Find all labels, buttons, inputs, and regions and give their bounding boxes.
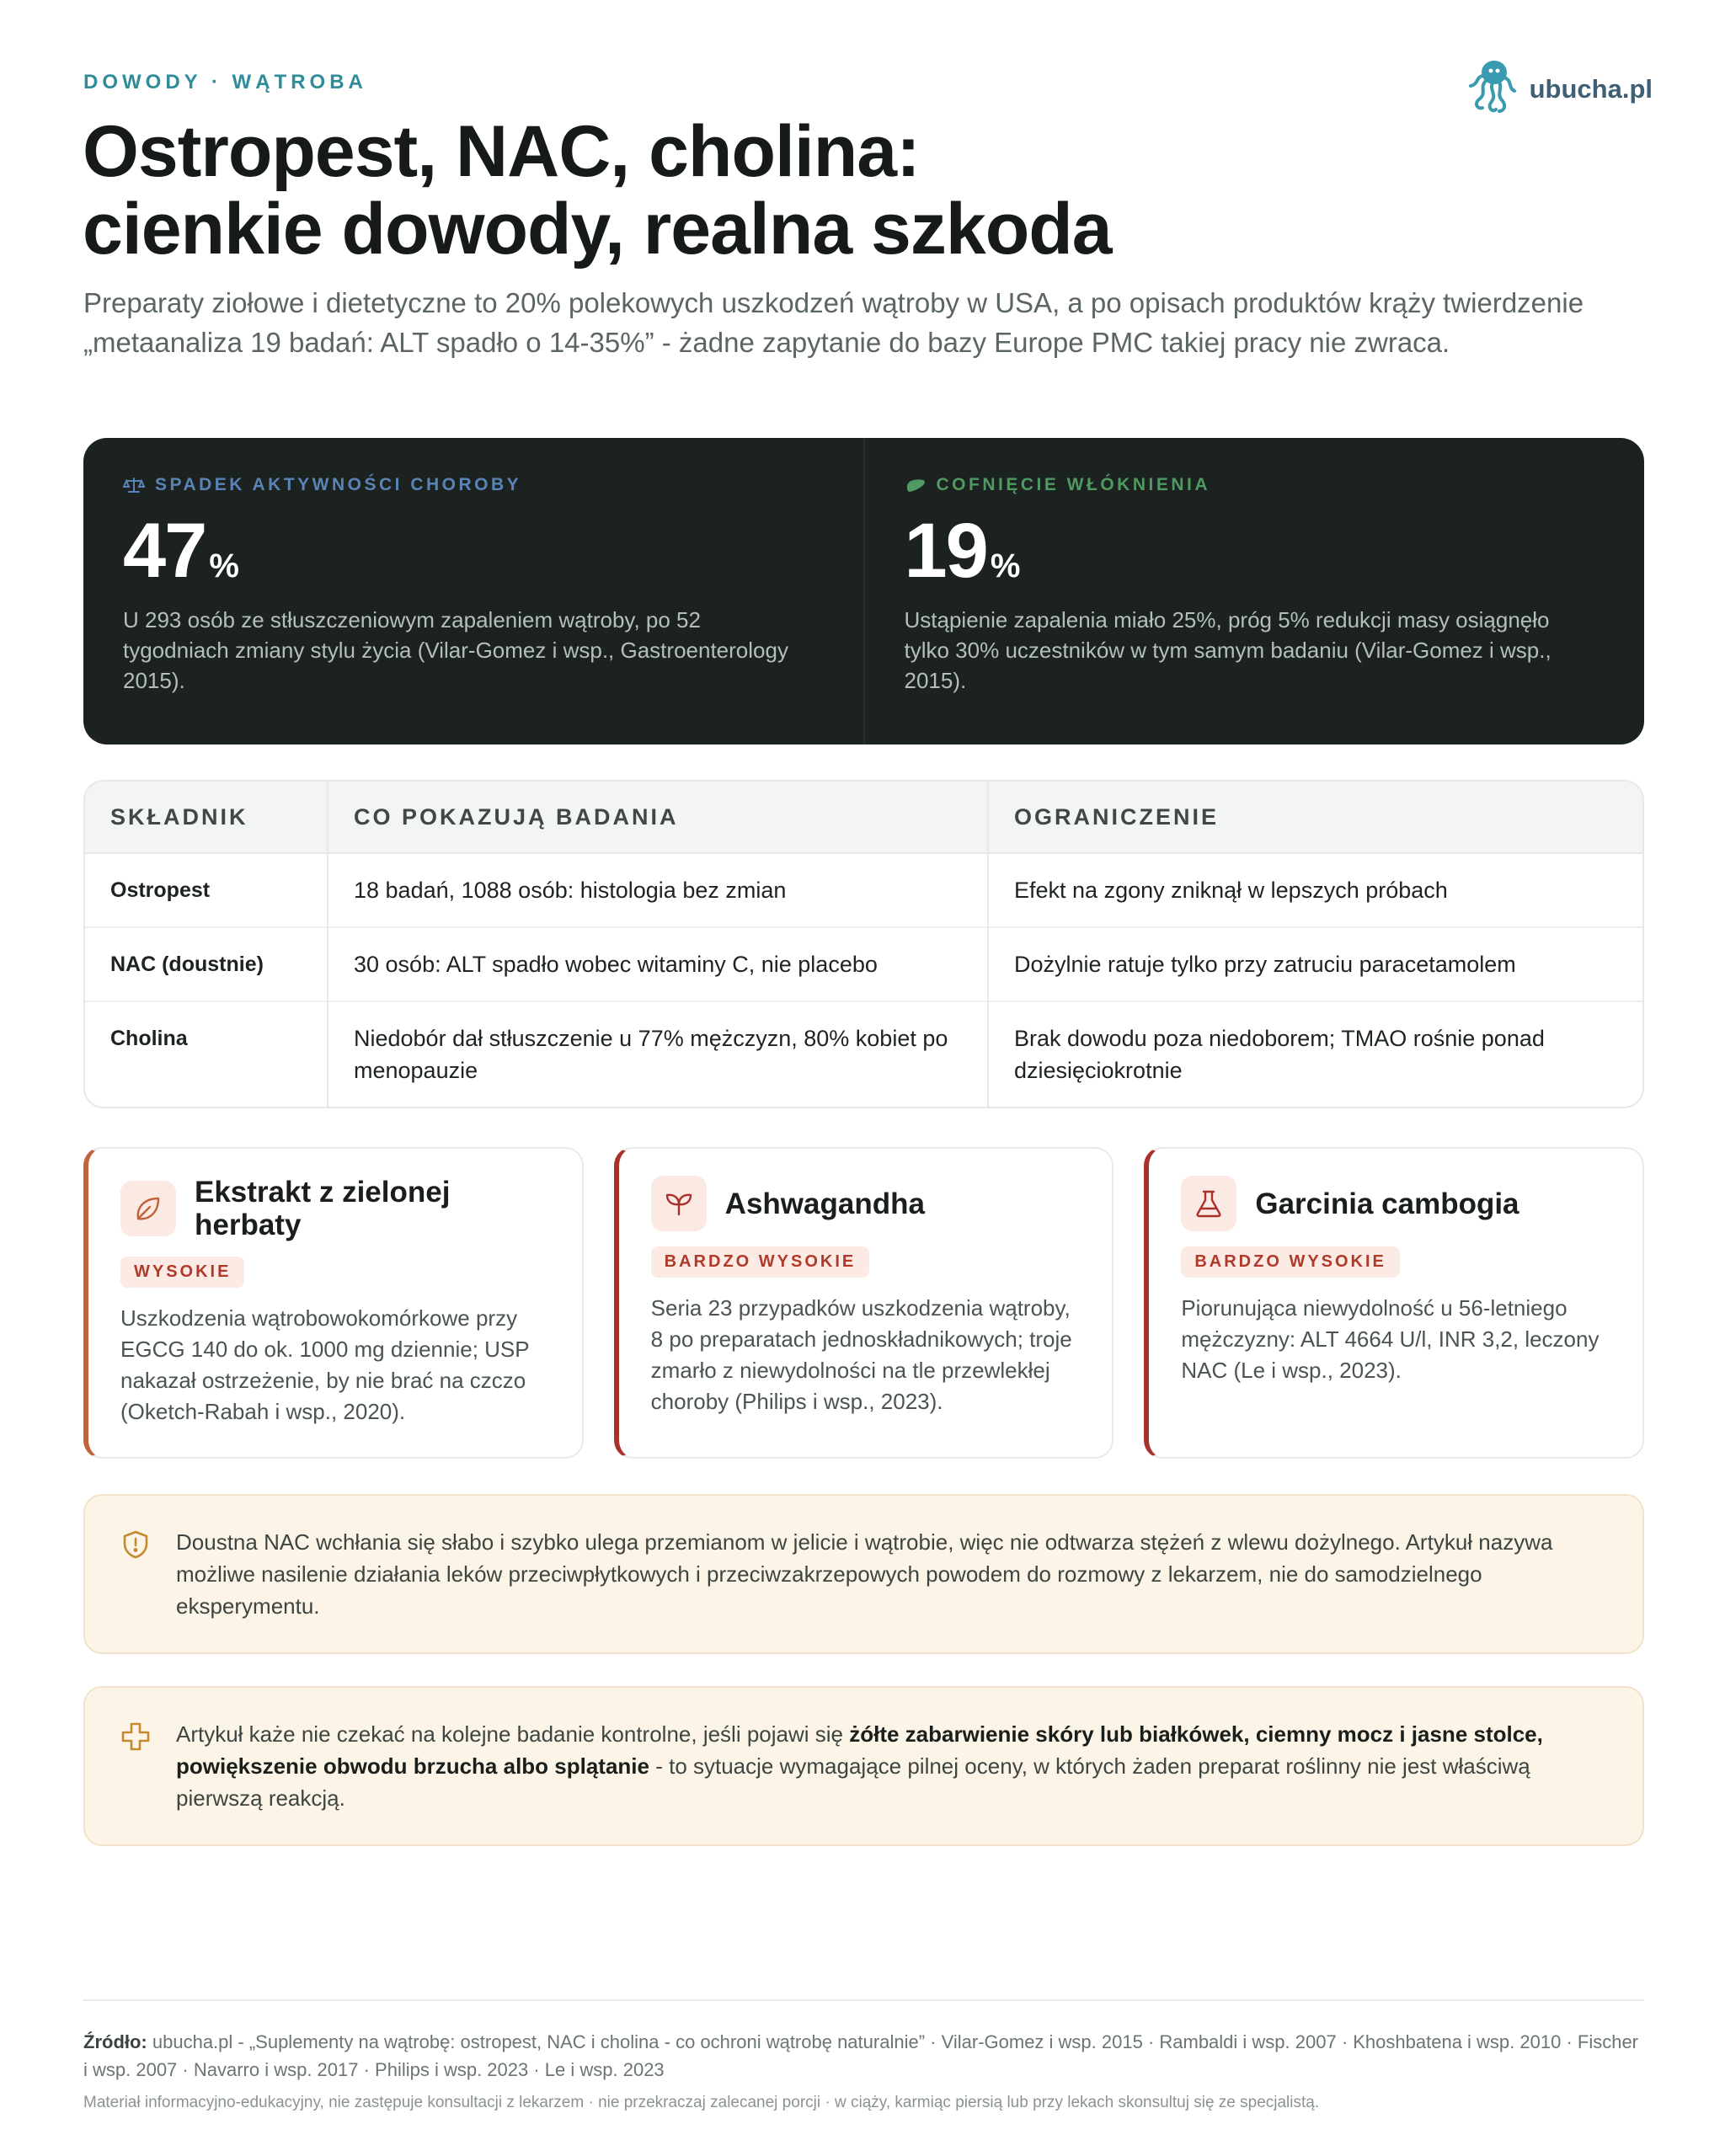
warning-symptoms: żółte zabarwienie skóry lub białkówek, ciemny mocz i jasne stolce, powiększenie obwodu brzucha albo splątanie: [176, 1721, 1543, 1779]
stat-unit: %: [209, 547, 239, 584]
stat-description: U 293 osób ze stłuszczeniowym zapaleniem wątroby, po 52 tygodniach zmiany stylu życia (Vilar-Gomez i wsp., Gastroenterology 2015).: [123, 607, 788, 693]
card-title: Ekstrakt z zielonej herbaty: [195, 1176, 451, 1241]
stat-description: Ustąpienie zapalenia miało 25%, próg 5% redukcji masy osiągnęło tylko 30% uczestników w tym samym badaniu (Vilar-Gomez i wsp., 2015).: [904, 607, 1551, 693]
card-header: [1181, 1176, 1612, 1231]
urgent-warning-note: [83, 1686, 1644, 1846]
footer-divider: [83, 1999, 1644, 2001]
ingredient-cell: Ostropest: [85, 854, 327, 928]
shield-alert-icon: [120, 1529, 151, 1560]
evidence-table: [83, 780, 1644, 1108]
column-header: CO POKAZUJĄ BADANIA: [327, 782, 987, 854]
risk-badge: WYSOKIE: [120, 1257, 244, 1288]
risk-card-garcinia: [1144, 1147, 1644, 1459]
sprout-icon: [651, 1176, 707, 1231]
brand-name: ubucha.pl: [1529, 74, 1653, 104]
lede-paragraph: Preparaty ziołowe i dietetyczne to 20% polekowych uszkodzeń wątroby w USA, a po opisach produktów krąży twierdzenie „metaanaliza 19 badań: ALT spadło o 14-35%” - żadne zapytanie do bazy Europe PMC takiej pracy nie zwraca.: [83, 287, 1584, 358]
limitation-cell: Brak dowodu poza niedoborem; TMAO rośnie ponad dziesięciokrotnie: [987, 1002, 1642, 1107]
disclaimer: Materiał informacyjno-edukacyjny, nie zastępuje konsultacji z lekarzem · nie przekraczaj zalecanej porcji · w ciąży, karmiąc piersią lub przy lekach skonsultuj się ze specjalistą.: [83, 2094, 1320, 2111]
limitation-cell: Dożylnie ratuje tylko przy zatruciu paracetamolem: [987, 928, 1642, 1002]
liver-icon: [905, 476, 927, 494]
card-description: Piorunująca niewydolność u 56-letniego mężczyzny: ALT 4664 U/l, INR 3,2, leczony NAC (Le i wsp., 2023).: [1181, 1295, 1599, 1383]
card-title: Garcinia cambogia: [1255, 1187, 1519, 1220]
stat-value: [123, 509, 824, 593]
title-line-2: cienkie dowody, realna szkoda: [83, 189, 1112, 270]
column-header: OGRANICZENIE: [987, 782, 1642, 854]
stat-disease-activity: [83, 438, 863, 744]
stat-number: 19: [904, 508, 987, 594]
card-header: [651, 1176, 1082, 1231]
warning-text-lead: Artykuł każe nie czekać na kolejne badanie kontrolne, jeśli pojawi się: [176, 1721, 850, 1747]
eyebrow-label: DOWODY · WĄTROBA: [83, 71, 367, 93]
brand-logo-link[interactable]: [1467, 57, 1653, 121]
ingredient-cell: NAC (doustnie): [85, 928, 327, 1002]
title-line-1: Ostropest, NAC, cholina:: [83, 111, 920, 192]
flask-icon: [1181, 1176, 1236, 1231]
risk-badge: BARDZO WYSOKIE: [1181, 1246, 1400, 1278]
evidence-cell: 18 badań, 1088 osób: histologia bez zmian: [327, 854, 987, 928]
source-label: Źródło:: [83, 2031, 147, 2052]
card-description: Uszkodzenia wątrobowokomórkowe przy EGCG 140 do ok. 1000 mg dziennie; USP nakazał ostrzeżenie, by nie brać na czczo (Oketch-Rabah i wsp., 2020).: [120, 1305, 530, 1424]
table-row: [85, 928, 1642, 1002]
stat-label-text: SPADEK AKTYWNOŚCI CHOROBY: [155, 475, 522, 494]
leaf-icon: [120, 1181, 176, 1236]
risk-card-ashwagandha: [614, 1147, 1114, 1459]
warning-text-tail: - to sytuacje wymagające pilnej oceny, w których żaden preparat roślinny nie jest właściwą pierwszą reakcją.: [176, 1753, 1530, 1811]
risk-card-green-tea: [83, 1147, 584, 1459]
stat-fibrosis-regression: [863, 438, 1645, 744]
stat-label-text: COFNIĘCIE WŁÓKNIENIA: [936, 475, 1210, 494]
risk-cards: [83, 1147, 1644, 1459]
column-header: SKŁADNIK: [85, 782, 327, 854]
octopus-logo-icon: [1467, 57, 1518, 121]
stats-panel: [83, 438, 1644, 744]
stat-label: [123, 475, 824, 495]
nac-note-text: Doustna NAC wchłania się słabo i szybko ulega przemianom w jelicie i wątrobie, więc nie odtwarza stężeń z wlewu dożylnego. Artykuł nazywa możliwe nasilenie działania leków przeciwpłytkowych i przeciwzakrzepowych powodem do rozmowy z lekarzem, nie do samodzielnego eksperymentu.: [176, 1529, 1553, 1619]
table-header-row: [85, 782, 1642, 854]
nac-absorption-note: [83, 1494, 1644, 1654]
stat-unit: %: [990, 547, 1021, 584]
source-text: ubucha.pl - „Suplementy na wątrobę: ostropest, NAC i cholina - co ochroni wątrobę naturalnie” · Vilar-Gomez i wsp. 2015 · Rambaldi i wsp. 2007 · Khoshbatena i wsp. 2010 · Fischer i wsp. 2007 · Navarro i wsp. 2017 · Philips i wsp. 2023 · Le i wsp. 2023: [83, 2031, 1639, 2080]
stat-label: [905, 475, 1605, 495]
ingredient-cell: Cholina: [110, 1027, 188, 1050]
table-row: [85, 1002, 1642, 1107]
scale-icon: [123, 476, 145, 494]
card-description: Seria 23 przypadków uszkodzenia wątroby, 8 po preparatach jednoskładnikowych; troje zmarło z niewydolności na tle przewlekłej choroby (Philips i wsp., 2023).: [650, 1295, 1072, 1414]
card-header: [120, 1176, 552, 1241]
stat-number: 47: [123, 508, 206, 594]
table-row: [85, 854, 1642, 928]
evidence-cell: 30 osób: ALT spadło wobec witaminy C, nie placebo: [327, 928, 987, 1002]
sources-line: [83, 2028, 1644, 2084]
limitation-cell: Efekt na zgony zniknął w lepszych próbach: [987, 854, 1642, 928]
card-title: Ashwagandha: [724, 1187, 925, 1220]
medical-cross-icon: [120, 1721, 151, 1752]
page-title: [83, 113, 1346, 268]
evidence-cell: Niedobór dał stłuszczenie u 77% mężczyzn, 80% kobiet po menopauzie: [327, 1002, 987, 1107]
stat-value: [905, 509, 1605, 593]
risk-badge: BARDZO WYSOKIE: [651, 1246, 870, 1278]
